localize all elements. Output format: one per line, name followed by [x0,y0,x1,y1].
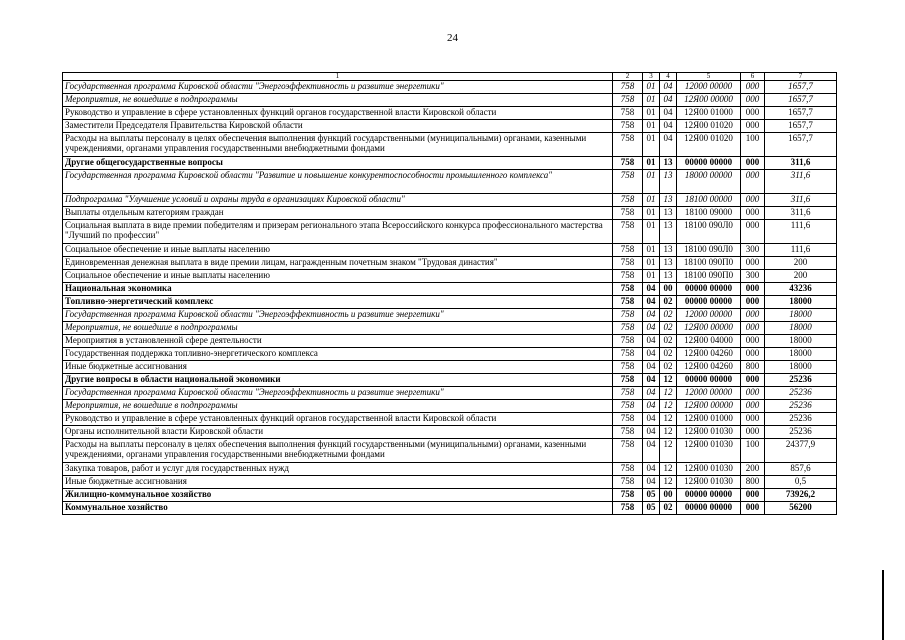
ministry-code-cell: 758 [613,439,643,463]
ministry-code-cell: 758 [613,322,643,335]
table-row [63,374,837,387]
ministry-code-cell: 758 [613,120,643,133]
amount-cell: 111,6 [765,220,837,244]
column-number: 2 [613,73,643,81]
table-row [63,348,837,361]
section-cell: 05 [643,489,660,502]
table-row [63,157,837,170]
section-cell: 01 [643,257,660,270]
row-name-cell: Социальное обеспечение и иные выплаты населению [63,270,613,283]
target-article-cell: 12Я00 01000 [677,413,741,426]
amount-cell: 25236 [765,413,837,426]
expense-type-cell: 000 [741,257,765,270]
ministry-code-cell: 758 [613,476,643,489]
target-article-cell: 12000 00000 [677,387,741,400]
target-article-cell: 00000 00000 [677,157,741,170]
section-cell: 04 [643,309,660,322]
expense-type-cell: 000 [741,296,765,309]
row-name-cell: Заместители Председателя Правительства Кировской области [63,120,613,133]
subsection-cell: 02 [660,296,677,309]
ministry-code-cell: 758 [613,296,643,309]
table-row [63,322,837,335]
expense-type-cell: 200 [741,463,765,476]
amount-cell: 25236 [765,426,837,439]
section-cell: 04 [643,348,660,361]
row-name-cell: Государственная программа Кировской области "Развитие и повышение конкурентоспособности промышленного комплекса" [63,170,613,194]
row-name-cell: Государственная программа Кировской области "Энергоэффективность и развитие энергетики" [63,387,613,400]
ministry-code-cell: 758 [613,157,643,170]
expense-type-cell: 000 [741,220,765,244]
table-row [63,194,837,207]
target-article-cell: 00000 00000 [677,489,741,502]
row-name-cell: Жилищно-коммунальное хозяйство [63,489,613,502]
table-row [63,476,837,489]
column-numbers-row [63,73,837,81]
row-name-cell: Подпрограмма "Улучшение условий и охраны труда в организациях Кировской области" [63,194,613,207]
ministry-code-cell: 758 [613,489,643,502]
table-row [63,270,837,283]
target-article-cell: 18100 090П0 [677,270,741,283]
expense-type-cell: 000 [741,94,765,107]
row-name-cell: Расходы на выплаты персоналу в целях обеспечения выполнения функций государственными (муниципальными) органами, казенными учреждениями, органами управления государственными внебюджетными фондами [63,133,613,157]
row-name-cell: Руководство и управление в сфере установленных функций органов государственной власти Кировской области [63,107,613,120]
section-cell: 01 [643,120,660,133]
ministry-code-cell: 758 [613,257,643,270]
row-name-cell: Другие вопросы в области национальной экономики [63,374,613,387]
subsection-cell: 13 [660,270,677,283]
row-name-cell: Государственная поддержка топливно-энергетического комплекса [63,348,613,361]
section-cell: 01 [643,94,660,107]
section-cell: 04 [643,283,660,296]
ministry-code-cell: 758 [613,133,643,157]
subsection-cell: 12 [660,476,677,489]
subsection-cell: 02 [660,335,677,348]
ministry-code-cell: 758 [613,335,643,348]
amount-cell: 56200 [765,502,837,515]
subsection-cell: 13 [660,157,677,170]
column-number: 3 [643,73,660,81]
section-cell: 01 [643,220,660,244]
table-row [63,335,837,348]
amount-cell: 1657,7 [765,133,837,157]
amount-cell: 1657,7 [765,120,837,133]
table-row [63,387,837,400]
row-name-cell: Иные бюджетные ассигнования [63,476,613,489]
page-number: 24 [447,32,458,44]
row-name-cell: Выплаты отдельным категориям граждан [63,207,613,220]
target-article-cell: 18100 090Л0 [677,244,741,257]
row-name-cell: Государственная программа Кировской области "Энергоэффективность и развитие энергетики" [63,81,613,94]
section-cell: 01 [643,207,660,220]
row-name-cell: Иные бюджетные ассигнования [63,361,613,374]
subsection-cell: 02 [660,309,677,322]
section-cell: 04 [643,361,660,374]
amount-cell: 18000 [765,361,837,374]
column-number: 7 [765,73,837,81]
table-row [63,244,837,257]
subsection-cell: 02 [660,322,677,335]
target-article-cell: 12Я00 01030 [677,476,741,489]
section-cell: 01 [643,194,660,207]
amount-cell: 1657,7 [765,94,837,107]
subsection-cell: 13 [660,257,677,270]
expense-type-cell: 000 [741,489,765,502]
table-row [63,120,837,133]
amount-cell: 0,5 [765,476,837,489]
target-article-cell: 12Я00 01020 [677,133,741,157]
row-name-cell: Расходы на выплаты персоналу в целях обеспечения выполнения функций государственными (муниципальными) органами, казенными учреждениями, органами управления государственными внебюджетными фондами [63,439,613,463]
table-row [63,107,837,120]
subsection-cell: 04 [660,107,677,120]
target-article-cell: 12Я00 01030 [677,439,741,463]
section-cell: 04 [643,439,660,463]
amount-cell: 25236 [765,374,837,387]
row-name-cell: Закупка товаров, работ и услуг для государственных нужд [63,463,613,476]
column-number: 4 [660,73,677,81]
ministry-code-cell: 758 [613,309,643,322]
section-cell: 01 [643,81,660,94]
amount-cell: 1657,7 [765,81,837,94]
section-cell: 04 [643,322,660,335]
section-cell: 05 [643,502,660,515]
target-article-cell: 12Я00 01000 [677,107,741,120]
amount-cell: 18000 [765,335,837,348]
section-cell: 04 [643,374,660,387]
ministry-code-cell: 758 [613,244,643,257]
subsection-cell: 02 [660,502,677,515]
table-row [63,426,837,439]
ministry-code-cell: 758 [613,107,643,120]
row-name-cell: Единовременная денежная выплата в виде премии лицам, награжденным почетным знаком "Трудовая династия" [63,257,613,270]
column-number: 1 [63,73,613,81]
amount-cell: 18000 [765,309,837,322]
subsection-cell: 12 [660,374,677,387]
expense-type-cell: 000 [741,374,765,387]
expense-type-cell: 000 [741,81,765,94]
target-article-cell: 00000 00000 [677,502,741,515]
target-article-cell: 12Я00 01020 [677,120,741,133]
row-name-cell: Топливно-энергетический комплекс [63,296,613,309]
subsection-cell: 00 [660,283,677,296]
subsection-cell: 04 [660,94,677,107]
table-row [63,502,837,515]
column-number: 6 [741,73,765,81]
amount-cell: 311,6 [765,194,837,207]
row-name-cell: Мероприятия, не вошедшие в подпрограммы [63,322,613,335]
row-name-cell: Государственная программа Кировской области "Энергоэффективность и развитие энергетики" [63,309,613,322]
row-name-cell: Национальная экономика [63,283,613,296]
amount-cell: 200 [765,270,837,283]
expense-type-cell: 800 [741,361,765,374]
section-cell: 01 [643,107,660,120]
subsection-cell: 13 [660,244,677,257]
expense-type-cell: 100 [741,439,765,463]
subsection-cell: 13 [660,220,677,244]
table-row [63,309,837,322]
ministry-code-cell: 758 [613,283,643,296]
expense-type-cell: 000 [741,309,765,322]
subsection-cell: 04 [660,120,677,133]
subsection-cell: 04 [660,133,677,157]
section-cell: 04 [643,463,660,476]
ministry-code-cell: 758 [613,502,643,515]
target-article-cell: 18100 09000 [677,207,741,220]
target-article-cell: 00000 00000 [677,374,741,387]
column-number: 5 [677,73,741,81]
expense-type-cell: 000 [741,502,765,515]
ministry-code-cell: 758 [613,220,643,244]
table-row [63,220,837,244]
subsection-cell: 04 [660,81,677,94]
target-article-cell: 12Я00 00000 [677,322,741,335]
expense-type-cell: 100 [741,133,765,157]
subsection-cell: 12 [660,439,677,463]
expense-type-cell: 000 [741,120,765,133]
section-cell: 04 [643,387,660,400]
amount-cell: 111,6 [765,244,837,257]
table-body [63,73,837,515]
amount-cell: 311,6 [765,157,837,170]
budget-table [62,72,837,515]
section-cell: 04 [643,413,660,426]
target-article-cell: 12Я00 01030 [677,463,741,476]
amount-cell: 18000 [765,348,837,361]
subsection-cell: 12 [660,426,677,439]
amount-cell: 857,6 [765,463,837,476]
ministry-code-cell: 758 [613,400,643,413]
expense-type-cell: 000 [741,348,765,361]
expense-type-cell: 300 [741,244,765,257]
ministry-code-cell: 758 [613,463,643,476]
row-name-cell: Органы исполнительной власти Кировской области [63,426,613,439]
table-row [63,207,837,220]
amount-cell: 311,6 [765,170,837,194]
expense-type-cell: 000 [741,426,765,439]
expense-type-cell: 000 [741,157,765,170]
row-name-cell: Другие общегосударственные вопросы [63,157,613,170]
margin-line [882,570,884,640]
subsection-cell: 12 [660,413,677,426]
row-name-cell: Коммунальное хозяйство [63,502,613,515]
expense-type-cell: 000 [741,170,765,194]
ministry-code-cell: 758 [613,170,643,194]
amount-cell: 24377,9 [765,439,837,463]
subsection-cell: 02 [660,348,677,361]
row-name-cell: Мероприятия, не вошедшие в подпрограммы [63,94,613,107]
ministry-code-cell: 758 [613,348,643,361]
ministry-code-cell: 758 [613,361,643,374]
table-row [63,283,837,296]
ministry-code-cell: 758 [613,207,643,220]
subsection-cell: 12 [660,400,677,413]
amount-cell: 43236 [765,283,837,296]
target-article-cell: 12000 00000 [677,309,741,322]
table-row [63,400,837,413]
section-cell: 01 [643,157,660,170]
amount-cell: 18000 [765,322,837,335]
ministry-code-cell: 758 [613,374,643,387]
table-row [63,296,837,309]
ministry-code-cell: 758 [613,194,643,207]
section-cell: 01 [643,170,660,194]
ministry-code-cell: 758 [613,426,643,439]
amount-cell: 25236 [765,387,837,400]
expense-type-cell: 000 [741,194,765,207]
target-article-cell: 18000 00000 [677,170,741,194]
amount-cell: 1657,7 [765,107,837,120]
subsection-cell: 13 [660,170,677,194]
row-name-cell: Руководство и управление в сфере установленных функций органов государственной власти Кировской области [63,413,613,426]
table-row [63,413,837,426]
ministry-code-cell: 758 [613,387,643,400]
ministry-code-cell: 758 [613,270,643,283]
amount-cell: 18000 [765,296,837,309]
subsection-cell: 13 [660,194,677,207]
subsection-cell: 12 [660,463,677,476]
target-article-cell: 12Я00 00000 [677,400,741,413]
target-article-cell: 12Я00 00000 [677,94,741,107]
target-article-cell: 12Я00 04260 [677,361,741,374]
row-name-cell: Мероприятия в установленной сфере деятельности [63,335,613,348]
target-article-cell: 12Я00 04260 [677,348,741,361]
ministry-code-cell: 758 [613,81,643,94]
section-cell: 01 [643,133,660,157]
expense-type-cell: 300 [741,270,765,283]
table-row [63,94,837,107]
section-cell: 04 [643,426,660,439]
expense-type-cell: 000 [741,387,765,400]
section-cell: 04 [643,296,660,309]
table-row [63,133,837,157]
amount-cell: 73926,2 [765,489,837,502]
expense-type-cell: 000 [741,207,765,220]
expense-type-cell: 000 [741,413,765,426]
expense-type-cell: 000 [741,283,765,296]
target-article-cell: 18100 090П0 [677,257,741,270]
table-row [63,170,837,194]
target-article-cell: 18100 00000 [677,194,741,207]
section-cell: 01 [643,270,660,283]
target-article-cell: 18100 090Л0 [677,220,741,244]
expense-type-cell: 000 [741,107,765,120]
target-article-cell: 12Я00 01030 [677,426,741,439]
target-article-cell: 12000 00000 [677,81,741,94]
table-row [63,361,837,374]
section-cell: 04 [643,400,660,413]
table-row [63,81,837,94]
expense-type-cell: 000 [741,400,765,413]
subsection-cell: 02 [660,361,677,374]
section-cell: 01 [643,244,660,257]
table-row [63,463,837,476]
section-cell: 04 [643,476,660,489]
amount-cell: 25236 [765,400,837,413]
expense-type-cell: 000 [741,322,765,335]
ministry-code-cell: 758 [613,94,643,107]
expense-type-cell: 000 [741,335,765,348]
subsection-cell: 12 [660,387,677,400]
row-name-cell: Мероприятия, не вошедшие в подпрограммы [63,400,613,413]
ministry-code-cell: 758 [613,413,643,426]
target-article-cell: 12Я00 04000 [677,335,741,348]
section-cell: 04 [643,335,660,348]
table-row [63,439,837,463]
row-name-cell: Социальное обеспечение и иные выплаты населению [63,244,613,257]
row-name-cell: Социальная выплата в виде премии победителям и призерам регионального этапа Всероссийского конкурса профессионального мастерства "Лучший по профессии" [63,220,613,244]
subsection-cell: 13 [660,207,677,220]
amount-cell: 311,6 [765,207,837,220]
target-article-cell: 00000 00000 [677,296,741,309]
target-article-cell: 00000 00000 [677,283,741,296]
amount-cell: 200 [765,257,837,270]
expense-type-cell: 800 [741,476,765,489]
table-row [63,257,837,270]
subsection-cell: 00 [660,489,677,502]
table-row [63,489,837,502]
